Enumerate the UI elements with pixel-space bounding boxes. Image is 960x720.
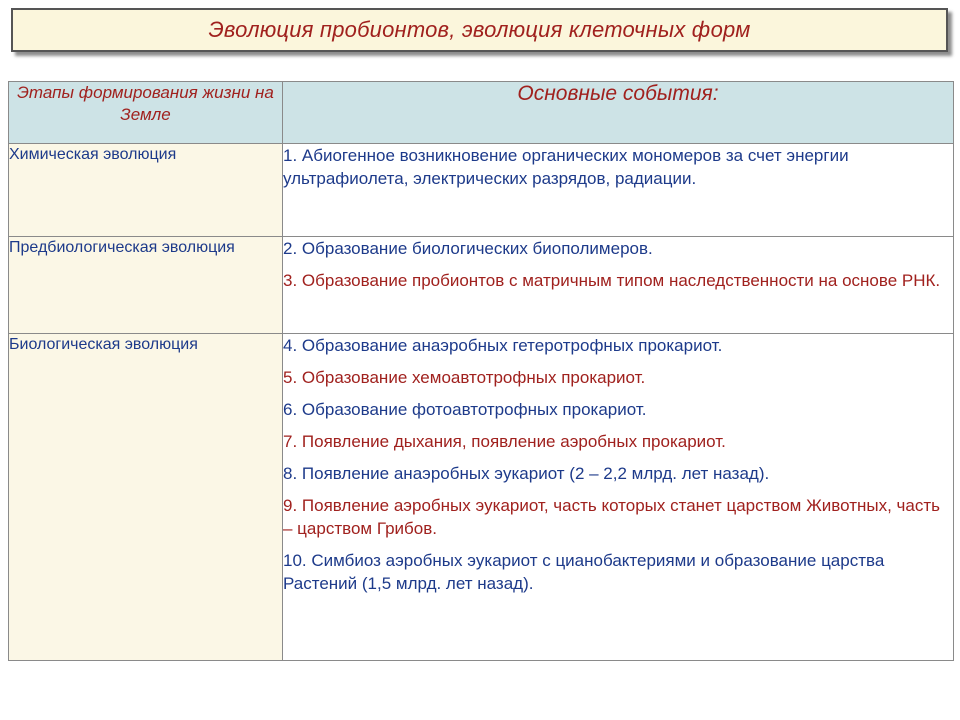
event-item: 10. Симбиоз аэробных эукариот с цианобактериями и образование царства Растений (1,5 млрд. лет назад). bbox=[283, 551, 885, 593]
header-stages: Этапы формирования жизни на Земле bbox=[9, 82, 283, 144]
table-row bbox=[9, 144, 954, 237]
event-item: 2. Образование биологических биополимеров. bbox=[283, 239, 653, 258]
event-item: 9. Появление аэробных эукариот, часть которых станет царством Животных, часть – царством Грибов. bbox=[283, 496, 940, 538]
events-prebiological bbox=[283, 237, 954, 334]
stage-biological: Биологическая эволюция bbox=[9, 334, 283, 661]
event-item: 3. Образование пробионтов с матричным типом наследственности на основе РНК. bbox=[283, 271, 941, 290]
event-item: 1. Абиогенное возникновение органических мономеров за счет энергии ультрафиолета, электрических разрядов, радиации. bbox=[283, 146, 849, 188]
stage-chemical: Химическая эволюция bbox=[9, 144, 283, 237]
table-row bbox=[9, 237, 954, 334]
event-item: 5. Образование хемоавтотрофных прокариот. bbox=[283, 368, 646, 387]
table-row bbox=[9, 334, 954, 661]
table-header-row bbox=[9, 82, 954, 144]
events-biological bbox=[283, 334, 954, 661]
title-banner bbox=[11, 8, 948, 52]
event-item: 6. Образование фотоавтотрофных прокариот. bbox=[283, 400, 647, 419]
header-events: Основные события: bbox=[283, 82, 954, 144]
event-item: 4. Образование анаэробных гетеротрофных прокариот. bbox=[283, 336, 723, 355]
events-chemical bbox=[283, 144, 954, 237]
stage-prebiological: Предбиологическая эволюция bbox=[9, 237, 283, 334]
event-item: 7. Появление дыхания, появление аэробных прокариот. bbox=[283, 432, 726, 451]
slide-title: Эволюция пробионтов, эволюция клеточных форм bbox=[208, 17, 751, 42]
event-item: 8. Появление анаэробных эукариот (2 – 2,2 млрд. лет назад). bbox=[283, 464, 770, 483]
evolution-table bbox=[8, 81, 954, 661]
